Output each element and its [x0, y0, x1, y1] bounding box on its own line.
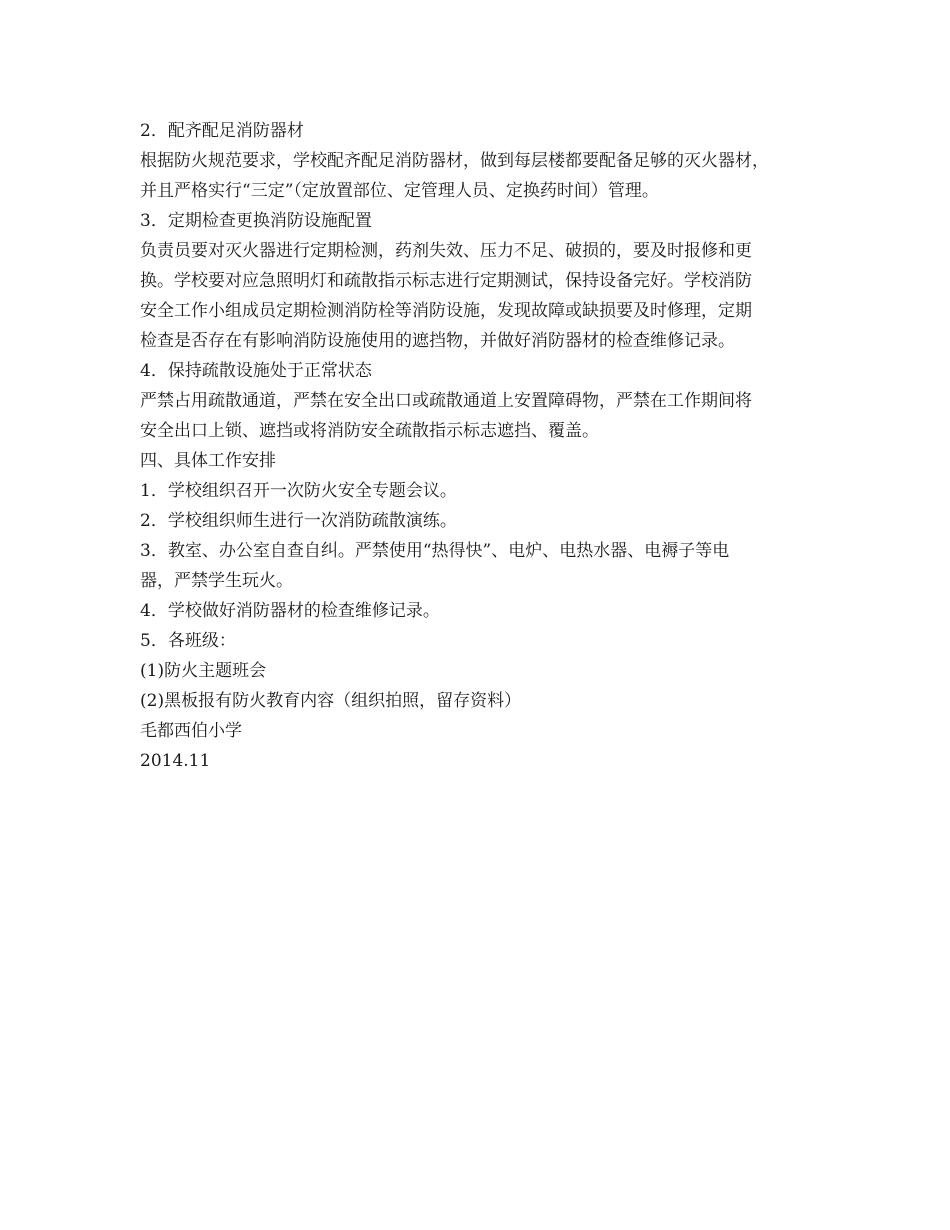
- sub-list-item: (1)防火主题班会: [140, 661, 267, 681]
- section-heading-inspection: 3．定期检查更换消防设施配置: [140, 211, 372, 231]
- paragraph-line: 负责员要对灭火器进行定期检测，药剂失效、压力不足、破损的，要及时报修和更: [140, 241, 752, 261]
- list-item: 5．各班级：: [140, 631, 236, 651]
- sub-list-item: (2)黑板报有防火教育内容（组织拍照，留存资料）: [140, 691, 522, 711]
- paragraph-line: 检查是否存在有影响消防设施使用的遮挡物，并做好消防器材的检查维修记录。: [140, 331, 735, 351]
- paragraph-line: 换。学校要对应急照明灯和疏散指示标志进行定期测试，保持设备完好。学校消防: [140, 271, 752, 291]
- section-heading-evacuation: 4．保持疏散设施处于正常状态: [140, 361, 372, 381]
- list-item-continuation: 器，严禁学生玩火。: [140, 571, 293, 591]
- paragraph-line: 安全工作小组成员定期检测消防栓等消防设施，发现故障或缺损要及时修理，定期: [140, 301, 752, 321]
- section-heading-equipment: 2．配齐配足消防器材: [140, 121, 304, 141]
- paragraph-line: 安全出口上锁、遮挡或将消防安全疏散指示标志遮挡、覆盖。: [140, 421, 599, 441]
- signature-date: 2014.11: [140, 751, 211, 771]
- paragraph-line: 根据防火规范要求，学校配齐配足消防器材，做到每层楼都要配备足够的灭火器材，: [140, 151, 769, 171]
- paragraph-line: 并且严格实行“三定”（定放置部位、定管理人员、定换药时间）管理。: [140, 181, 659, 201]
- signature-school-name: 毛都西伯小学: [140, 721, 242, 741]
- list-item: 4．学校做好消防器材的检查维修记录。: [140, 601, 440, 621]
- document-body: [140, 116, 820, 776]
- list-item: 3．教室、办公室自查自纠。严禁使用“热得快”、电炉、电热水器、电褥子等电: [140, 541, 730, 561]
- section-heading-arrangements: 四、具体工作安排: [140, 451, 276, 471]
- list-item: 1．学校组织召开一次防火安全专题会议。: [140, 481, 457, 501]
- list-item: 2．学校组织师生进行一次消防疏散演练。: [140, 511, 457, 531]
- paragraph-line: 严禁占用疏散通道，严禁在安全出口或疏散通道上安置障碍物，严禁在工作期间将: [140, 391, 752, 411]
